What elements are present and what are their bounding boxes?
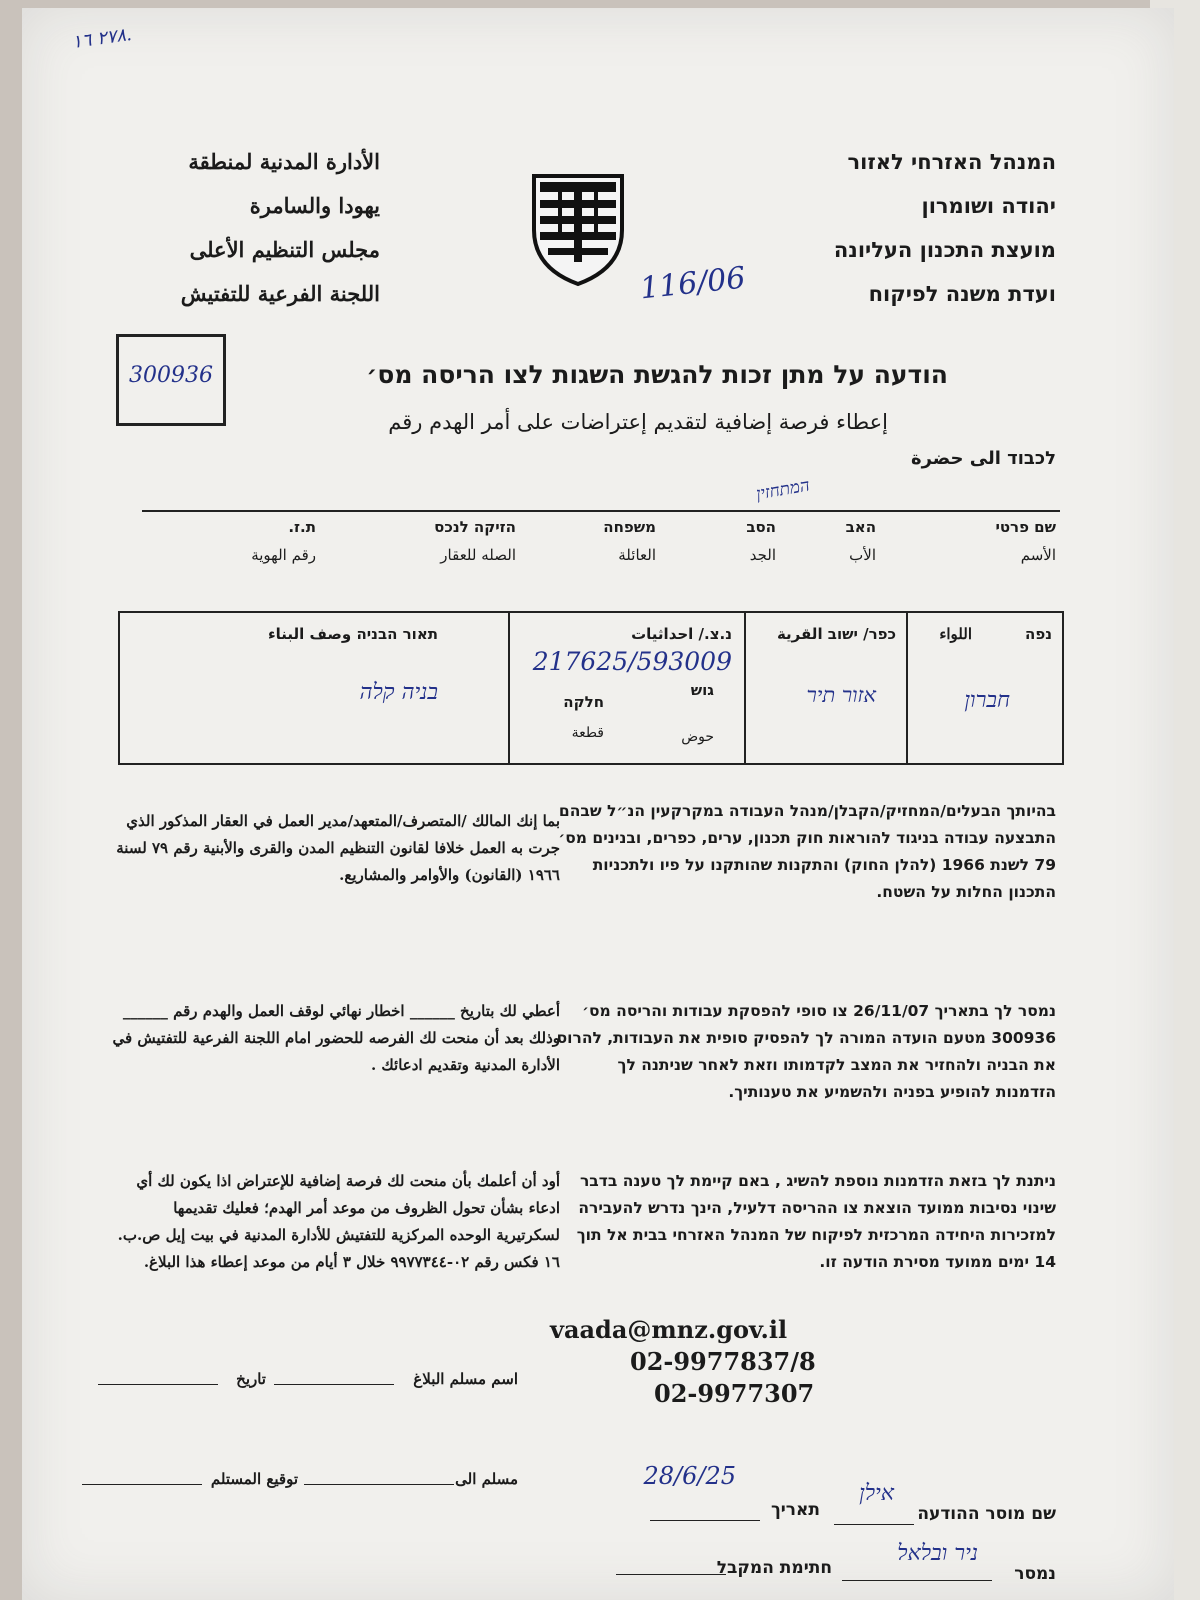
signature-line [650,1520,760,1521]
field-relation: הזיקה לנכס الصله للعقار [434,518,516,564]
emblem-icon [530,168,626,288]
title-arabic: إعطاء فرصة إضافية لتقديم إعتراضات على أمر الهدم رقم [388,410,888,434]
village-value: אזור תיר [806,683,876,707]
signature-line [98,1384,218,1385]
header-he-line: ועדת משנה לפיקוח [868,282,1056,306]
receiver-value: ניר ובלאל [897,1541,978,1566]
file-number: 116/06 [638,260,748,307]
cell-divider [744,613,746,763]
contact-block [550,1314,816,1410]
sign-ar-row-2: مسلم الى توقيع المستلم [78,1470,518,1500]
cell-divider [906,613,908,763]
notice-document [22,8,1174,1600]
building-value: בניה קלה [359,680,438,705]
header-he-line: המנהל האזרחי לאזור [847,150,1056,174]
paragraph-arabic-2: أعطي لك بتاريخ ______ اخطار نهائي لوقف العمل والهدم رقم ______ وذلك بعد أن منحت لك الفرصه للحضور امام اللجنة الفرعية للتفتيش في الأدارة المدنية وتقديم ادعائك . [112,1002,560,1074]
cell-coordinates: נ.צ./ احداثيات 217625/593009 גוש חלקה حوض قطعة [532,625,732,745]
sign-he-row-1: שם מוסר ההודעה אילן תאריך 28/6/25 [643,1462,1056,1524]
contact-phone: 02-9977837/8 [630,1347,816,1376]
field-grandfather: הסב الجد [746,518,776,564]
cell-district: נפה اللواء חברון [939,625,1052,713]
person-fields [116,518,1056,588]
signature-line [304,1484,454,1485]
district-value: חברון [964,688,1010,713]
paragraph-hebrew-3: ניתנת לך בזאת הזדמנות נוספת להשיג , באם קיימת לך טענה בדבר שינוי נסיבות ממועד הוצאת צו ההריסה דלעיל, הינך נדרש להעבירה למזכירות היחידה המרכזית לפיקוח של המנהל האזרחי בבית אל תוך 14 ימים ממועד מסירת הודעה זו. [576,1172,1056,1271]
header-ar-line: مجلس التنظيم الأعلى [189,237,380,262]
paragraph-arabic-1: بما إنك المالك /المتصرف/المتعهد/مدير العمل في العقار المذكور الذي جرت به العمل خلافا لقانون التنظيم المدن والقرى والأبنية رقم ٧٩ لسنة ١٩٦٦ (القانون) والأوامر والمشاريع. [116,812,560,884]
deliverer-value: אילן [859,1481,894,1506]
signature-line [842,1580,992,1581]
header-he-line: יהודה ושומרון [921,194,1056,218]
corner-note: ٢٧٨ ١٦. [70,23,133,54]
location-table [118,611,1064,765]
header-he-line: מועצת התכנון העליונה [833,238,1056,262]
contact-email: vaada@mnz.gov.il [550,1315,788,1344]
field-first-name: שם פרטי الأسم [995,518,1056,564]
cell-building: תאור הבניה وصف البناء בניה קלה [268,625,438,705]
cell-divider [508,613,510,763]
sign-he-row-2: נמסר ניר ובלאל חתימת המקבל [516,1560,1056,1596]
signature-line [82,1484,202,1485]
header-ar-line: يهودا والسامرة [249,193,380,218]
header-arabic [110,140,380,316]
field-family: משפחה العائلة [603,518,656,564]
to-label: לכבוד الى حضرة [910,448,1056,469]
order-number: 300936 [129,363,213,388]
signature-line [274,1384,394,1385]
header-ar-line: اللجنة الفرعية للتفتيش [180,281,380,306]
paragraph-hebrew-1: בהיותך הבעלים/המחזיק/הקבלן/מנהל העבודה במקרקעין הנ״ל שבהם התבצעה עבודה בניגוד להוראות חוק תכנון, ערים, כפרים, ובנינים מס׳ 79 לשנת 1966 (להלן החוק) והתקנות שהותקנו על פיו ולתכניות התכנון החלות על השטח. [558,802,1056,901]
header-hebrew [756,140,1056,316]
paragraph-arabic-3: أود أن أعلمك بأن منحت لك فرصة إضافية للإعتراض اذا يكون لك أي ادعاء بشأن تحول الظروف من موعد أمر الهدم؛ فعليك تقديمها لسكرتيرية الوحده المركزية للتفتيش للأدارة المدنية في بيت إيل ص.ب. ١٦ فكس رقم ٠٢-٩٩٧٧٣٤٤ خلال ٣ أيام من موعد إعطاء هذا البلاغ. [117,1172,560,1271]
sign-ar-row-1: اسم مسلم البلاغ تاريخ [78,1370,518,1400]
signature-line [834,1524,914,1525]
field-id: ת.ז. رقم الهوية [251,518,316,564]
cell-village: כפר/ ישוב القرية אזור תיר [776,625,896,707]
signature-line [616,1574,726,1575]
date-value: 28/6/25 [643,1462,736,1490]
recipient-handwritten: המתחזין [754,475,812,505]
header-ar-line: الأدارة المدنية لمنطقة [188,149,380,174]
title-hebrew: הודעה על מתן זכות להגשת השגות לצו הריסה מס׳ [366,360,948,389]
contact-fax: 02-9977307 [654,1379,815,1408]
divider [142,510,1060,512]
paragraph-hebrew-2: נמסר לך בתאריך 26/11/07 צו סופי להפסקת עבודות והריסה מס׳ 300936 מטעם הועדה המורה לך להפסיק סופית את העבודות, להרוס את הבניה ולהחזיר את המצב לקדמותו וזאת לאחר שניתנה לך הזדמנות להופיע בפניה ולהשמיע את טענותיך. [556,1002,1056,1101]
field-father: האב الأب [845,518,876,564]
coordinates-value: 217625/593009 [532,647,732,676]
